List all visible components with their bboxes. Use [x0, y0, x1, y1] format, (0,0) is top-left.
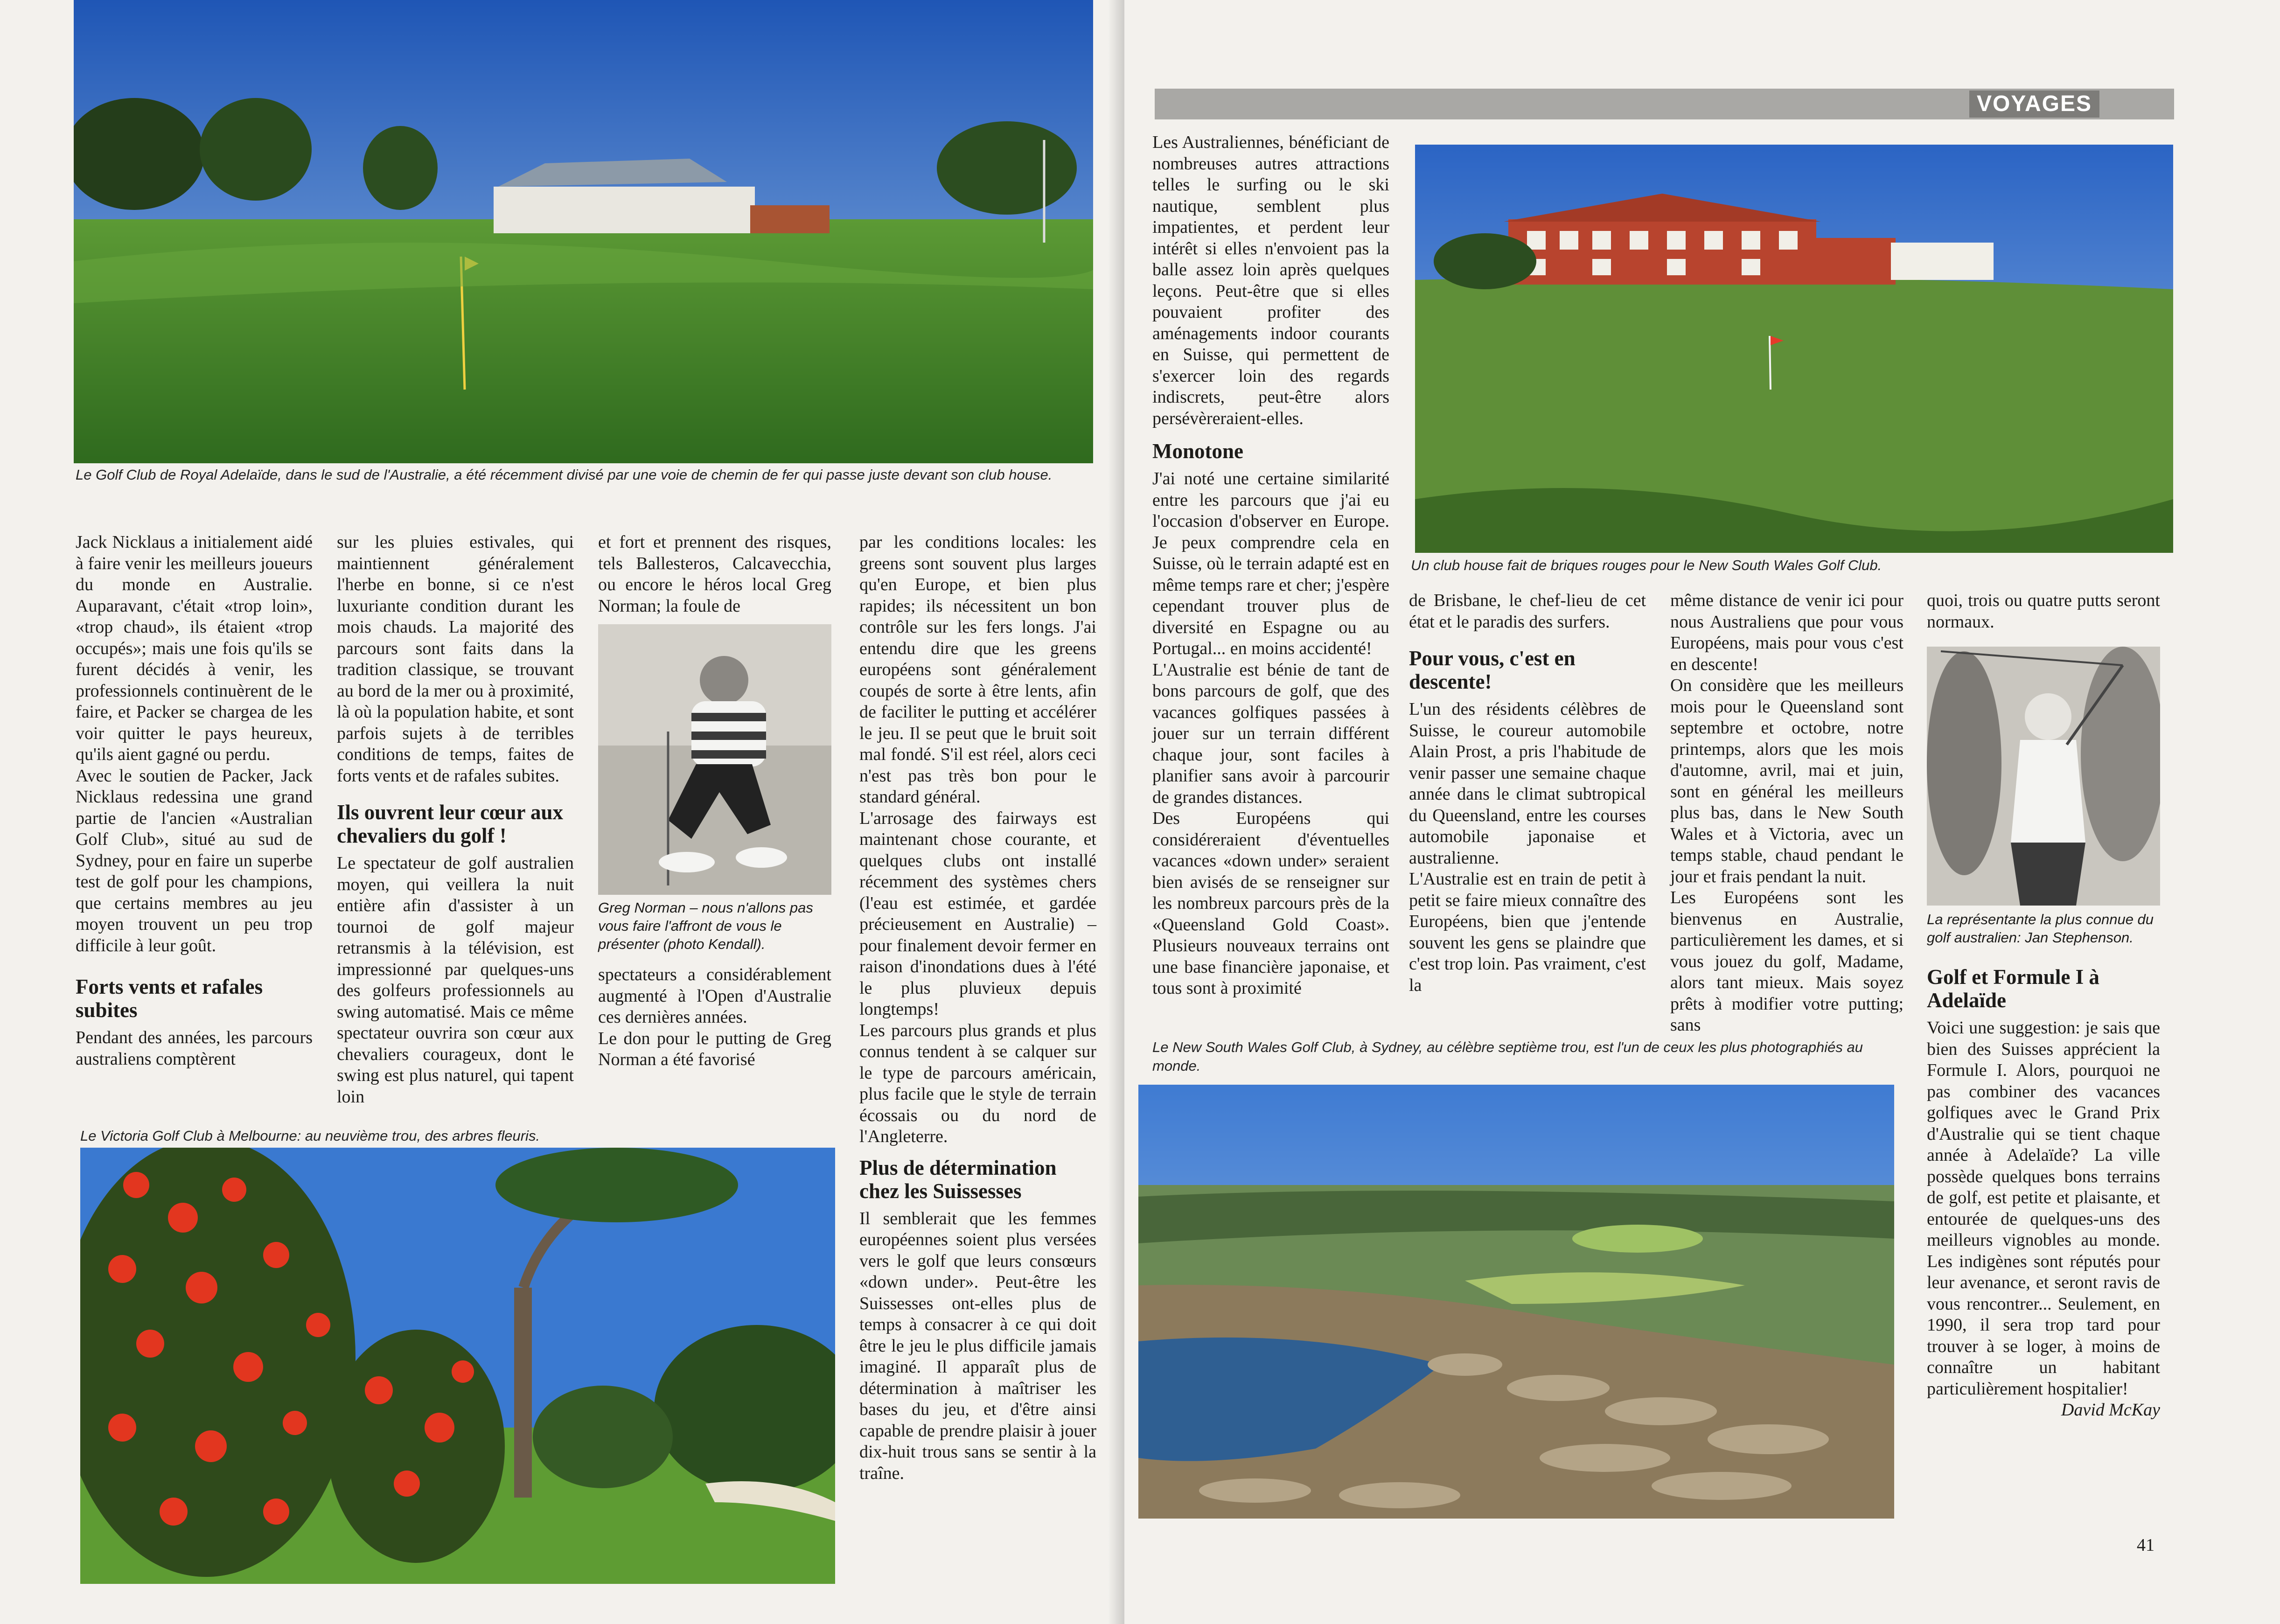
left-column-3	[598, 532, 831, 1071]
paragraph: spectateurs a considérablement augmenté à l'Open d'Australie ces dernières années.	[598, 965, 831, 1027]
caption-royal-adelaide: Le Golf Club de Royal Adelaïde, dans le sud de l'Australie, a été récemment divisé par une voie de chemin de fer qui passe juste devant son club house.	[76, 467, 1053, 483]
photo-victoria	[80, 1148, 835, 1584]
paragraph: L'arrosage des fairways est maintenant chose courante, et quelques clubs ont installé récemment des systèmes chers (l'eau est estimée, et gardée précieusement en Australie) – pour finalement devoir fermer en raison d'inondations dues à l'été le plus pluvieux depuis longtemps!	[859, 808, 1096, 1019]
paragraph: On considère que les meilleurs mois pour le Queensland sont septembre et octobre, notre printemps, alors que les mois d'automne, avril, mai et juin, sont en général les meilleurs plus bas, dans le New South Wales et à Victoria, avec un temps stable, chaud pendant le jour et frais pendant la nuit.	[1670, 676, 1903, 886]
right-column-4	[1927, 590, 2160, 1421]
caption-victoria: Le Victoria Golf Club à Melbourne: au neuvième trou, des arbres fleuris.	[80, 1128, 540, 1144]
photo-jan-stephenson	[1927, 647, 2160, 906]
section-header-band	[1155, 89, 2174, 119]
paragraph: Les parcours plus grands et plus connus tendent à se calquer sur le type de parcours américain, plus facile que le style de terrain écossais ou du nord de l'Angleterre.	[859, 1020, 1096, 1146]
heading-ils-ouvrent: Ils ouvrent leur cœur aux chevaliers du golf !	[337, 801, 564, 847]
right-column-2	[1409, 590, 1646, 996]
paragraph: quoi, trois ou quatre putts seront normaux.	[1927, 591, 2160, 632]
paragraph: même distance de venir ici pour nous Australiens que pour vous Européens, mais pour vous c'est en descente!	[1670, 591, 1903, 674]
right-column-1	[1152, 132, 1389, 999]
left-column-1	[76, 532, 313, 1070]
paragraph: de Brisbane, le chef-lieu de cet état et le paradis des surfers.	[1409, 591, 1646, 632]
photo-nsw-seventh	[1138, 1085, 1894, 1519]
heading-monotone: Monotone	[1152, 439, 1243, 463]
paragraph: Pendant des années, les parcours australiens comptèrent	[76, 1028, 313, 1069]
paragraph: Des Européens qui considéreraient d'éventuelles vacances «down under» seraient bien avisés de se renseigner sur les nombreux parcours près de la «Queensland Gold Coast». Plusieurs nouveaux terrains ont une base financière japonaise, et tous sont à proximité	[1152, 809, 1389, 998]
page-number: 41	[2137, 1535, 2154, 1555]
paragraph: L'un des résidents célèbres de Suisse, le coureur automobile Alain Prost, a pris l'habitude de venir passer une semaine chaque année dans le climat subtropical du Queensland, entre les courses automobile japonaise et australienne.	[1409, 699, 1646, 868]
caption-nsw-clubhouse: Un club house fait de briques rouges pour le New South Wales Golf Club.	[1411, 557, 1882, 573]
paragraph: Les Européens sont les bienvenus en Australie, particulièrement les dames, et si vous jouez du golf, Madame, alors tant mieux. Mais soyez prêts à modifier votre putting; sans	[1670, 888, 1903, 1035]
paragraph: Le don pour le putting de Greg Norman a été favorisé	[598, 1028, 831, 1069]
paragraph: sur les pluies estivales, qui maintiennent généralement l'herbe en bonne, si ce n'est luxuriante condition durant les mois chauds. La majorité des parcours sont faits dans la tradition classique, se trouvant au bord de la mer ou à proximité, là où la population habite, et sont parfois sujets à de terribles conditions de temps, faites de forts vents et de rafales subites.	[337, 532, 574, 786]
paragraph: Il semblerait que les femmes européennes soient plus versées vers le golf que leurs consœurs «down under». Peut-être les Suissesses ont-elles plus de temps à consacrer à ce qui doit être le jeu le plus difficile jamais imaginé. Il apparaît plus de détermination à maîtriser les bases du jeu, et d'être ainsi capable de prendre plaisir à jouer dix-huit trous sans se sentir à la traîne.	[859, 1208, 1096, 1483]
paragraph: Voici une suggestion: je sais que bien des Suisses apprécient la Formule I. Alors, pourquoi ne pas combiner des vacances golfiques avec le Grand Prix d'Australie qui se tient chaque année à Adelaïde? La ville possède quelques bons terrains de golf, est petite et plaisante, et entourée de quelques-uns des meilleurs vignobles au monde. Les indigènes sont réputés pour leur avenance, et seront ravis de vous rencontrer... Seulement, en 1990, il sera trop tard pour trouver à se loger, à moins de connaître un habitant particulièrement hospitalier!	[1927, 1018, 2160, 1399]
heading-forts-vents: Forts vents et rafales subites	[76, 975, 263, 1022]
paragraph: L'Australie est bénie de tant de bons parcours de golf, que des vacances golfiques passées à jouer sur un terrain différent chaque jour, sont faciles à planifier sans avoir à parcourir de grandes distances.	[1152, 660, 1389, 807]
caption-greg-norman: Greg Norman – nous n'allons pas vous faire l'affront de vous le présenter (photo Kendall).	[598, 899, 813, 952]
paragraph: Avec le soutien de Packer, Jack Nicklaus redessina une grand partie de l'ancien «Australian Golf Club», situé au sud de Sydney, pour en faire un superbe test de golf pour les champions, que certains membres au jeu moyen trouvent un peu trop difficile à leur goût.	[76, 766, 313, 955]
paragraph: Les Australiennes, bénéficiant de nombreuses autres attractions telles le surfing ou le ski nautique, semblent plus impatientes, et perdent leur intérêt si elles n'envoient pas la balle assez loin après quelques leçons. Peut-être que si elles pouvaient profiter des aménagements indoor courants en Suisse, qui permettent de s'exercer loin des regards indiscrets, peut-être alors persévèreraient-elles.	[1152, 132, 1389, 428]
caption-nsw-seventh: Le New South Wales Golf Club, à Sydney, au célèbre septième trou, est l'un de ceux les plus photographiés au monde.	[1152, 1039, 1863, 1074]
paragraph: par les conditions locales: les greens sont souvent plus larges qu'en Europe, et bien plus rapides; ils nécessitent un bon contrôle sur les fers longs. J'ai entendu dire que les greens européens sont généralement coupés de sorte à être lents, afin de faciliter le putting et accélérer le jeu. Il se peut que le bruit soit mal fondé. S'il est réel, alors ceci n'est pas très bon pour le standard général.	[859, 532, 1096, 807]
paragraph: Le spectateur de golf australien moyen, qui veillera la nuit entière afin d'assister à un tournoi de golf majeur retransmis à la télévision, est impressionné par quelques-uns des golfeurs professionnels au swing automatisé. Mais ce même spectateur ouvrira son cœur aux chevaliers courageux, dont le swing est plus naturel, qui tapent loin	[337, 853, 574, 1107]
left-column-2	[337, 532, 574, 1108]
photo-greg-norman	[598, 624, 831, 895]
right-column-3	[1670, 590, 1903, 1036]
paragraph: L'Australie est en train de petit à petit se faire mieux connaître des Européens, bien que j'entende souvent les gens se plaindre que c'est trop loin. Pas vraiment, c'est la	[1409, 869, 1646, 995]
left-page	[0, 0, 1124, 1624]
byline: David McKay	[2061, 1400, 2160, 1420]
photo-royal-adelaide	[74, 0, 1093, 463]
section-label: VOYAGES	[1969, 91, 2099, 118]
heading-formule: Golf et Formule I à Adelaïde	[1927, 965, 2099, 1012]
left-column-4	[859, 532, 1096, 1484]
caption-jan-stephenson: La représentante la plus connue du golf australien: Jan Stephenson.	[1927, 911, 2154, 946]
paragraph: Jack Nicklaus a initialement aidé à faire venir les meilleurs joueurs du monde en Australie. Auparavant, c'était «trop loin», «trop chaud», ils étaient «trop occupés»; mais une fois qu'ils se furent décidés à venir, les professionnels continuèrent de le faire, et Packer se chargea de les voir quitter le pays heureux, qu'ils aient gagné ou perdu.	[76, 532, 313, 764]
paragraph: J'ai noté une certaine similarité entre les parcours que j'ai eu l'occasion d'observer en Europe. Je peux comprendre cela en Suisse, où le terrain adapté est en même temps rare et cher; j'espère cependant trouver plus de diversité en Espagne ou au Portugal... en moins accidenté!	[1152, 469, 1389, 658]
photo-nsw-clubhouse	[1415, 145, 2173, 553]
heading-descente: Pour vous, c'est en descente!	[1409, 647, 1576, 693]
paragraph: et fort et prennent des risques, tels Ballesteros, Calcavecchia, ou encore le héros local Greg Norman; la foule de	[598, 532, 831, 616]
heading-determination: Plus de détermination chez les Suissesses	[859, 1156, 1057, 1203]
